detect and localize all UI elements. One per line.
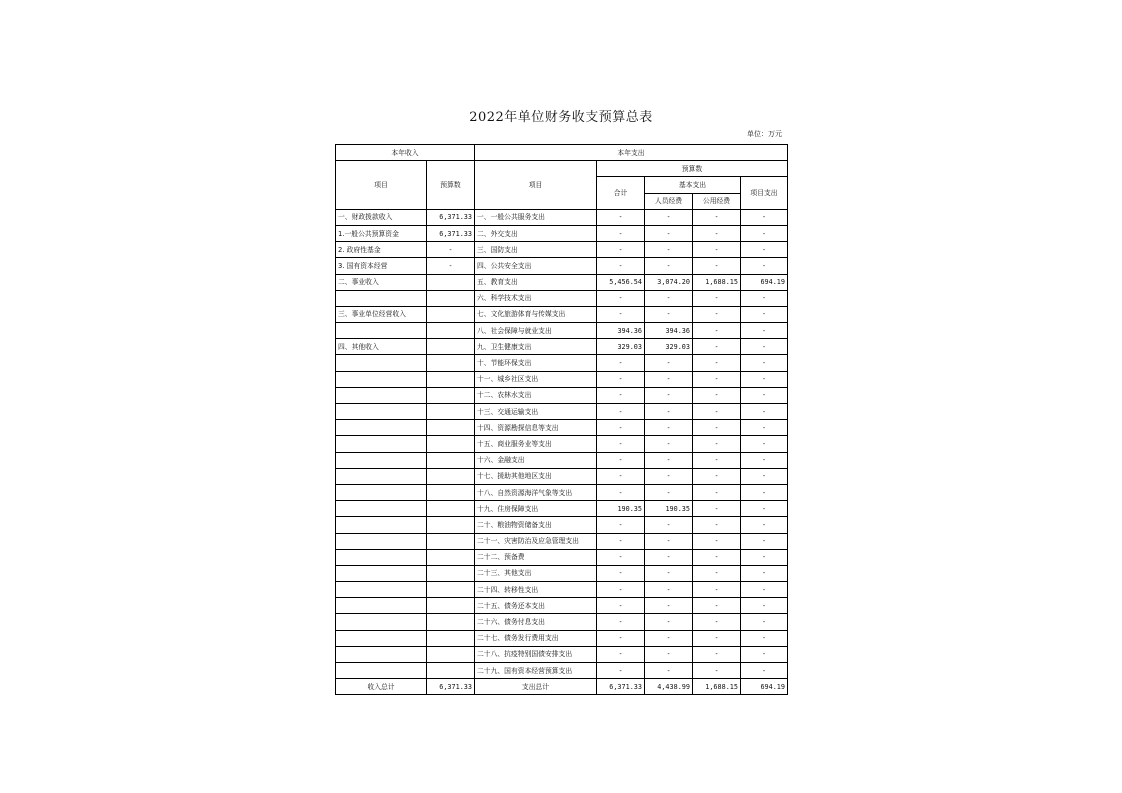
table-row xyxy=(336,501,788,517)
income-item-cell xyxy=(336,452,427,468)
expense-total-cell: - xyxy=(597,225,645,241)
income-item-cell xyxy=(336,646,427,662)
table-row xyxy=(336,663,788,679)
expense-total-cell: - xyxy=(597,517,645,533)
public-cell: - xyxy=(693,371,741,387)
header-row-1 xyxy=(336,145,788,161)
expense-total-cell: - xyxy=(597,468,645,484)
personnel-cell: - xyxy=(645,517,693,533)
personnel-cell: - xyxy=(645,614,693,630)
public-cell: - xyxy=(693,614,741,630)
table-row xyxy=(336,258,788,274)
income-amount-cell xyxy=(427,549,475,565)
table-row xyxy=(336,598,788,614)
project-total: 694.19 xyxy=(741,679,788,695)
expense-item-cell: 十三、交通运输支出 xyxy=(475,404,597,420)
income-item-cell xyxy=(336,484,427,500)
expense-item-cell: 二、外交支出 xyxy=(475,225,597,241)
personnel-cell: - xyxy=(645,306,693,322)
expense-item-cell: 十八、自然资源海洋气象等支出 xyxy=(475,484,597,500)
public-cell: - xyxy=(693,452,741,468)
project-expense-header: 项目支出 xyxy=(741,177,788,209)
public-cell: - xyxy=(693,323,741,339)
expense-item-cell: 一、一般公共服务支出 xyxy=(475,209,597,225)
personnel-total: 4,438.99 xyxy=(645,679,693,695)
personnel-cell: - xyxy=(645,630,693,646)
expense-item-cell: 二十七、债务发行费用支出 xyxy=(475,630,597,646)
income-amount-cell xyxy=(427,339,475,355)
public-cell: - xyxy=(693,484,741,500)
income-amount-cell xyxy=(427,420,475,436)
project-cell: - xyxy=(741,355,788,371)
income-item-cell xyxy=(336,549,427,565)
expense-item-cell: 六、科学技术支出 xyxy=(475,290,597,306)
project-cell: - xyxy=(741,339,788,355)
expense-total-cell: - xyxy=(597,533,645,549)
income-item-cell: 3. 国有资本经营 xyxy=(336,258,427,274)
public-cell: - xyxy=(693,209,741,225)
project-cell: - xyxy=(741,549,788,565)
personnel-cell: - xyxy=(645,533,693,549)
income-amount-cell xyxy=(427,646,475,662)
expense-total-cell: 190.35 xyxy=(597,501,645,517)
project-cell: - xyxy=(741,452,788,468)
expense-total-cell: - xyxy=(597,663,645,679)
project-cell: - xyxy=(741,517,788,533)
public-cell: - xyxy=(693,501,741,517)
expense-total-cell: - xyxy=(597,209,645,225)
income-amount-cell: - xyxy=(427,242,475,258)
expense-total-cell: - xyxy=(597,436,645,452)
public-cell: - xyxy=(693,339,741,355)
expense-item-cell: 八、社会保障与就业支出 xyxy=(475,323,597,339)
expense-item-cell: 十、节能环保支出 xyxy=(475,355,597,371)
project-cell: - xyxy=(741,614,788,630)
income-item-cell xyxy=(336,565,427,581)
public-cell: - xyxy=(693,225,741,241)
expense-item-cell: 九、卫生健康支出 xyxy=(475,339,597,355)
income-amount-cell xyxy=(427,290,475,306)
expense-item-cell: 二十五、债务还本支出 xyxy=(475,598,597,614)
public-cell: - xyxy=(693,436,741,452)
expense-total-cell: - xyxy=(597,387,645,403)
personnel-cell: - xyxy=(645,371,693,387)
public-cell: - xyxy=(693,565,741,581)
personnel-cell: 3,074.20 xyxy=(645,274,693,290)
personnel-cell: - xyxy=(645,646,693,662)
personnel-cell: 329.03 xyxy=(645,339,693,355)
expense-item-cell: 二十二、预备费 xyxy=(475,549,597,565)
header-row-2 xyxy=(336,161,788,177)
expense-item-cell: 二十九、国有资本经营预算支出 xyxy=(475,663,597,679)
expense-total-cell: 394.36 xyxy=(597,323,645,339)
income-item-cell: 2. 政府性基金 xyxy=(336,242,427,258)
public-cell: - xyxy=(693,258,741,274)
personnel-cell: - xyxy=(645,452,693,468)
income-item-cell xyxy=(336,582,427,598)
project-cell: - xyxy=(741,501,788,517)
income-amount-cell xyxy=(427,582,475,598)
income-item-cell xyxy=(336,355,427,371)
table-row xyxy=(336,614,788,630)
table-row xyxy=(336,517,788,533)
personnel-cell: - xyxy=(645,436,693,452)
expense-total-cell: 5,456.54 xyxy=(597,274,645,290)
personnel-cell: - xyxy=(645,242,693,258)
income-item-cell: 1.一般公共预算资金 xyxy=(336,225,427,241)
project-cell: - xyxy=(741,484,788,500)
table-row xyxy=(336,484,788,500)
personnel-cell: - xyxy=(645,209,693,225)
public-cell: - xyxy=(693,306,741,322)
income-amount-cell: - xyxy=(427,258,475,274)
income-item-cell xyxy=(336,630,427,646)
income-item-cell: 四、其他收入 xyxy=(336,339,427,355)
income-amount-cell xyxy=(427,598,475,614)
income-amount-cell xyxy=(427,517,475,533)
expense-item-cell: 二十八、抗疫特别国债安排支出 xyxy=(475,646,597,662)
income-amount-cell xyxy=(427,501,475,517)
income-item-cell: 二、事业收入 xyxy=(336,274,427,290)
project-cell: - xyxy=(741,306,788,322)
expense-item-cell: 五、教育支出 xyxy=(475,274,597,290)
table-row xyxy=(336,468,788,484)
personnel-cell: - xyxy=(645,420,693,436)
public-cell: - xyxy=(693,598,741,614)
income-item-cell xyxy=(336,533,427,549)
expense-item-cell: 十四、资源勘探信息等支出 xyxy=(475,420,597,436)
expense-item-cell: 二十一、灾害防治及应急管理支出 xyxy=(475,533,597,549)
project-cell: - xyxy=(741,598,788,614)
table-row xyxy=(336,565,788,581)
expense-grand-total: 6,371.33 xyxy=(597,679,645,695)
budget-summary-table xyxy=(335,144,788,695)
income-amount-cell xyxy=(427,484,475,500)
public-cell: - xyxy=(693,582,741,598)
income-amount-cell: 6,371.33 xyxy=(427,225,475,241)
income-amount-header: 预算数 xyxy=(427,161,475,210)
income-amount-cell xyxy=(427,387,475,403)
table-row xyxy=(336,582,788,598)
public-cell: - xyxy=(693,549,741,565)
personnel-cell: - xyxy=(645,549,693,565)
expense-total-cell: - xyxy=(597,582,645,598)
income-amount-cell xyxy=(427,452,475,468)
project-cell: - xyxy=(741,663,788,679)
income-item-cell xyxy=(336,468,427,484)
expense-item-cell: 十一、城乡社区支出 xyxy=(475,371,597,387)
income-amount-cell xyxy=(427,533,475,549)
expense-total-cell: - xyxy=(597,404,645,420)
income-amount-cell xyxy=(427,404,475,420)
project-cell: - xyxy=(741,290,788,306)
income-item-cell xyxy=(336,371,427,387)
income-item-cell xyxy=(336,614,427,630)
table-row xyxy=(336,339,788,355)
table-row xyxy=(336,420,788,436)
income-amount-cell xyxy=(427,306,475,322)
public-cell: - xyxy=(693,387,741,403)
expense-total-cell: - xyxy=(597,242,645,258)
personnel-cell: - xyxy=(645,355,693,371)
project-cell: - xyxy=(741,242,788,258)
income-total-label: 收入总计 xyxy=(336,679,427,695)
expense-item-cell: 二十四、转移性支出 xyxy=(475,582,597,598)
expense-total-cell: - xyxy=(597,420,645,436)
public-cell: - xyxy=(693,630,741,646)
personnel-cell: - xyxy=(645,582,693,598)
expense-total-cell: - xyxy=(597,484,645,500)
table-row xyxy=(336,225,788,241)
public-cell: - xyxy=(693,517,741,533)
table-row xyxy=(336,242,788,258)
public-cell: - xyxy=(693,404,741,420)
public-cell: - xyxy=(693,290,741,306)
personnel-cell: - xyxy=(645,225,693,241)
expense-item-cell: 二十、粮油物资储备支出 xyxy=(475,517,597,533)
expense-total-cell: - xyxy=(597,549,645,565)
basic-expense-header: 基本支出 xyxy=(645,177,741,193)
public-cell: - xyxy=(693,242,741,258)
expense-total-cell: - xyxy=(597,452,645,468)
expense-item-cell: 十五、商业服务业等支出 xyxy=(475,436,597,452)
expense-total-cell: - xyxy=(597,598,645,614)
expense-item-cell: 三、国防支出 xyxy=(475,242,597,258)
income-item-cell: 一、财政拨款收入 xyxy=(336,209,427,225)
income-amount-cell xyxy=(427,436,475,452)
page-title: 2022年单位财务收支预算总表 xyxy=(469,110,653,125)
expense-item-cell: 四、公共安全支出 xyxy=(475,258,597,274)
income-item-cell xyxy=(336,501,427,517)
table-row xyxy=(336,387,788,403)
income-amount-cell xyxy=(427,323,475,339)
public-total: 1,688.15 xyxy=(693,679,741,695)
table-row xyxy=(336,549,788,565)
project-cell: - xyxy=(741,323,788,339)
project-cell: - xyxy=(741,468,788,484)
table-row xyxy=(336,452,788,468)
expense-total-cell: - xyxy=(597,630,645,646)
income-item-cell xyxy=(336,598,427,614)
public-cell: - xyxy=(693,663,741,679)
expense-item-cell: 十九、住房保障支出 xyxy=(475,501,597,517)
income-amount-cell xyxy=(427,371,475,387)
personnel-header: 人员经费 xyxy=(645,193,693,209)
table-row xyxy=(336,209,788,225)
project-cell: - xyxy=(741,565,788,581)
income-amount-cell xyxy=(427,663,475,679)
income-total-amount: 6,371.33 xyxy=(427,679,475,695)
personnel-cell: - xyxy=(645,387,693,403)
project-cell: - xyxy=(741,209,788,225)
project-cell: - xyxy=(741,436,788,452)
table-row xyxy=(336,404,788,420)
table-row xyxy=(336,533,788,549)
income-amount-cell xyxy=(427,355,475,371)
personnel-cell: - xyxy=(645,598,693,614)
expense-total-cell: - xyxy=(597,290,645,306)
project-cell: - xyxy=(741,630,788,646)
income-item-cell: 三、事业单位经营收入 xyxy=(336,306,427,322)
project-cell: - xyxy=(741,646,788,662)
table-row xyxy=(336,355,788,371)
public-cell: - xyxy=(693,646,741,662)
project-cell: - xyxy=(741,420,788,436)
table-row xyxy=(336,630,788,646)
income-amount-cell xyxy=(427,468,475,484)
expense-total-cell: - xyxy=(597,646,645,662)
income-amount-cell xyxy=(427,274,475,290)
project-cell: - xyxy=(741,258,788,274)
expense-item-cell: 七、文化旅游体育与传媒支出 xyxy=(475,306,597,322)
unit-label: 单位：万元 xyxy=(747,130,782,138)
table-row xyxy=(336,274,788,290)
personnel-cell: - xyxy=(645,468,693,484)
personnel-cell: 394.36 xyxy=(645,323,693,339)
expense-item-cell: 二十三、其他支出 xyxy=(475,565,597,581)
income-amount-cell: 6,371.33 xyxy=(427,209,475,225)
table-row xyxy=(336,646,788,662)
income-amount-cell xyxy=(427,630,475,646)
income-item-cell xyxy=(336,323,427,339)
expense-total-cell: - xyxy=(597,371,645,387)
income-item-cell xyxy=(336,387,427,403)
income-item-cell xyxy=(336,517,427,533)
public-cell: - xyxy=(693,533,741,549)
personnel-cell: - xyxy=(645,663,693,679)
table-row xyxy=(336,306,788,322)
table-row xyxy=(336,323,788,339)
personnel-cell: - xyxy=(645,484,693,500)
personnel-cell: - xyxy=(645,565,693,581)
expense-total-cell: - xyxy=(597,258,645,274)
expense-item-header: 项目 xyxy=(475,161,597,210)
expense-total-cell: - xyxy=(597,306,645,322)
expense-section-header: 本年支出 xyxy=(475,145,788,161)
total-header: 合计 xyxy=(597,177,645,209)
expense-total-cell: 329.03 xyxy=(597,339,645,355)
public-header: 公用经费 xyxy=(693,193,741,209)
totals-row xyxy=(336,679,788,695)
expense-total-cell: - xyxy=(597,565,645,581)
budget-group-header: 预算数 xyxy=(597,161,788,177)
project-cell: 694.19 xyxy=(741,274,788,290)
personnel-cell: - xyxy=(645,258,693,274)
personnel-cell: - xyxy=(645,290,693,306)
income-item-cell xyxy=(336,663,427,679)
income-amount-cell xyxy=(427,565,475,581)
income-item-cell xyxy=(336,420,427,436)
public-cell: - xyxy=(693,355,741,371)
project-cell: - xyxy=(741,371,788,387)
public-cell: 1,688.15 xyxy=(693,274,741,290)
expense-item-cell: 十二、农林水支出 xyxy=(475,387,597,403)
income-section-header: 本年收入 xyxy=(336,145,475,161)
income-item-cell xyxy=(336,404,427,420)
expense-total-label: 支出总计 xyxy=(475,679,597,695)
expense-total-cell: - xyxy=(597,355,645,371)
project-cell: - xyxy=(741,387,788,403)
income-item-cell xyxy=(336,290,427,306)
expense-item-cell: 二十六、债务付息支出 xyxy=(475,614,597,630)
expense-total-cell: - xyxy=(597,614,645,630)
project-cell: - xyxy=(741,225,788,241)
table-row xyxy=(336,290,788,306)
personnel-cell: 190.35 xyxy=(645,501,693,517)
income-item-cell xyxy=(336,436,427,452)
table-row xyxy=(336,436,788,452)
personnel-cell: - xyxy=(645,404,693,420)
expense-item-cell: 十七、援助其他地区支出 xyxy=(475,468,597,484)
project-cell: - xyxy=(741,533,788,549)
expense-item-cell: 十六、金融支出 xyxy=(475,452,597,468)
project-cell: - xyxy=(741,582,788,598)
public-cell: - xyxy=(693,420,741,436)
income-amount-cell xyxy=(427,614,475,630)
income-item-header: 项目 xyxy=(336,161,427,210)
table-row xyxy=(336,371,788,387)
project-cell: - xyxy=(741,404,788,420)
public-cell: - xyxy=(693,468,741,484)
